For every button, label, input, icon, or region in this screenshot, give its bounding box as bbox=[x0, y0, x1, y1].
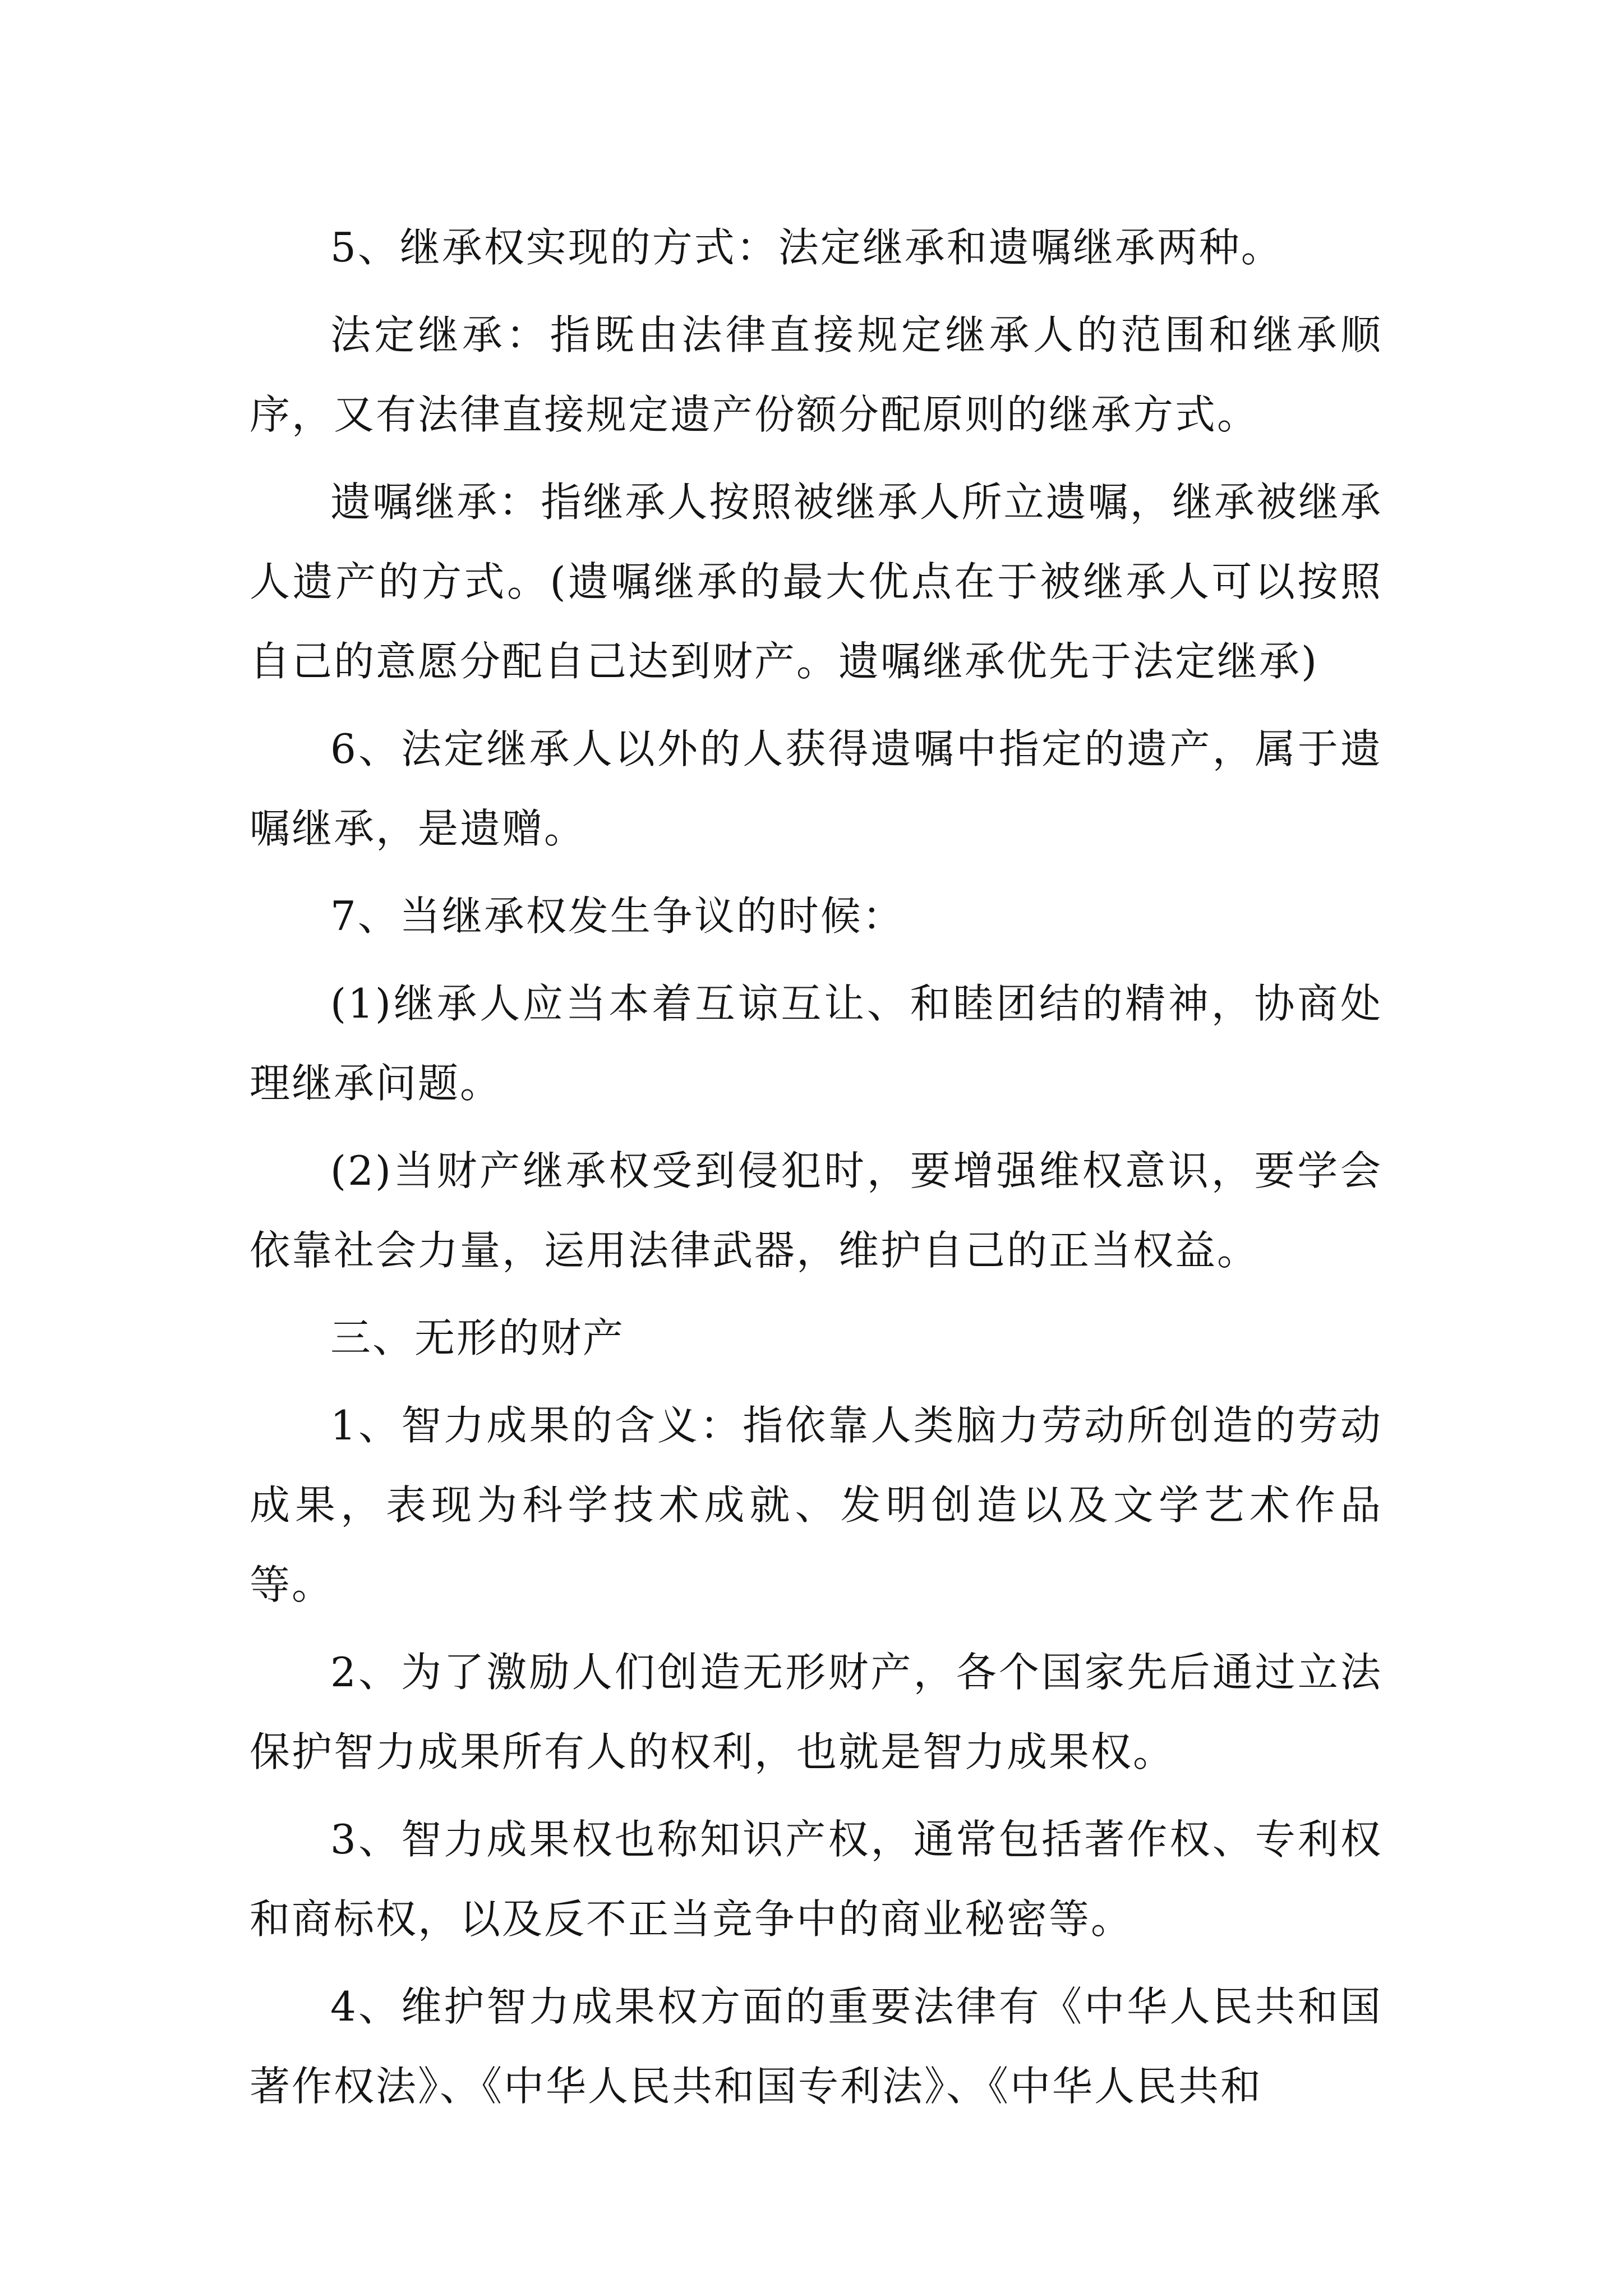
paragraph-testamentary-inheritance: 遗嘱继承：指继承人按照被继承人所立遗嘱，继承被继承人遗产的方式。(遗嘱继承的最大优点在于被继承人可以按照自己的意愿分配自己达到财产。遗嘱继承优先于法定继承) bbox=[250, 478, 1382, 685]
paragraph-dispute-point-2: (2)当财产继承权受到侵犯时，要增强维权意识，要学会依靠社会力量，运用法律武器，维护自己的正当权益。 bbox=[250, 1147, 1382, 1274]
paragraph-dispute-point-1: (1)继承人应当本着互谅互让、和睦团结的精神，协商处理继承问题。 bbox=[250, 980, 1382, 1107]
paragraph-important-laws: 4、维护智力成果权方面的重要法律有《中华人民共和国著作权法》、《中华人民共和国专利法》、《中华人民共和 bbox=[250, 1983, 1382, 2110]
document-body bbox=[250, 208, 1382, 2134]
section-heading-intangible-property: 三、无形的财产 bbox=[330, 1314, 625, 1361]
paragraph-inheritance-dispute: 7、当继承权发生争议的时候： bbox=[330, 892, 905, 940]
paragraph-intellectual-property: 3、智力成果权也称知识产权，通常包括著作权、专利权和商标权，以及反不正当竞争中的商业秘密等。 bbox=[250, 1816, 1382, 1943]
paragraph-intellectual-achievement: 1、智力成果的含义：指依靠人类脑力劳动所创造的劳动成果，表现为科学技术成就、发明创造以及文学艺术作品等。 bbox=[250, 1402, 1382, 1608]
paragraph-statutory-inheritance: 法定继承：指既由法律直接规定继承人的范围和继承顺序，又有法律直接规定遗产份额分配原则的继承方式。 bbox=[250, 311, 1382, 438]
paragraph-legislation-protection: 2、为了激励人们创造无形财产，各个国家先后通过立法保护智力成果所有人的权利，也就是智力成果权。 bbox=[250, 1649, 1382, 1775]
paragraph-bequest: 6、法定继承人以外的人获得遗嘱中指定的遗产，属于遗嘱继承，是遗赠。 bbox=[250, 725, 1382, 852]
paragraph-inheritance-methods: 5、继承权实现的方式：法定继承和遗嘱继承两种。 bbox=[330, 224, 1283, 271]
